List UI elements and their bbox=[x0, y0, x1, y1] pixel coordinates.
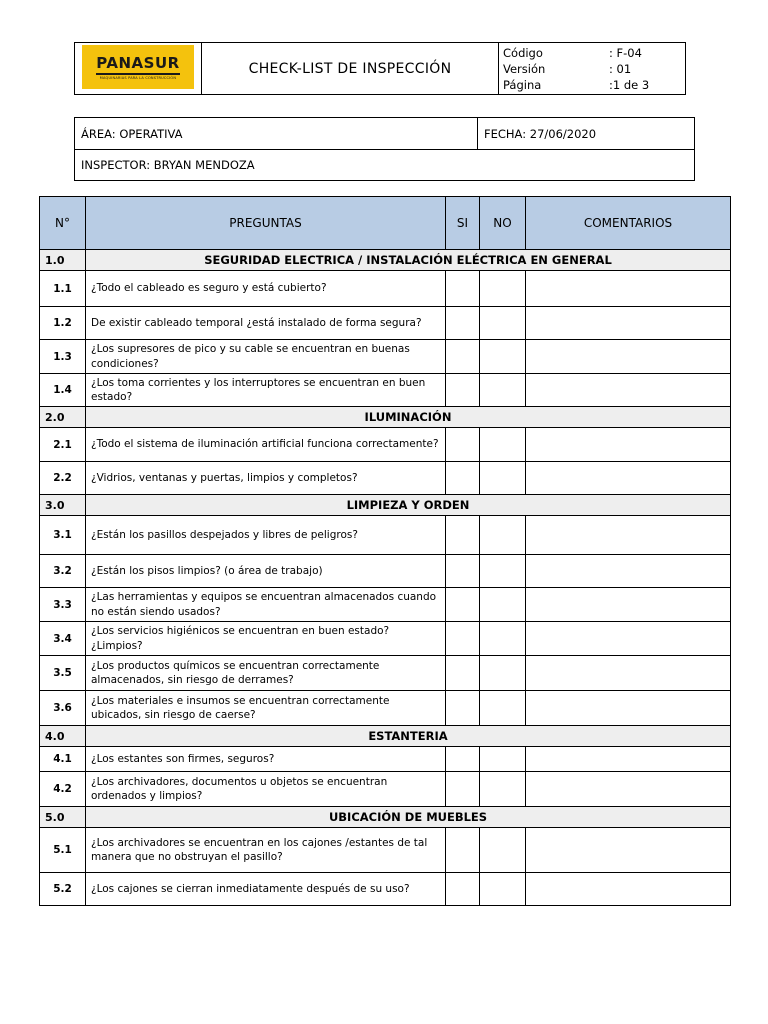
document-meta bbox=[499, 43, 686, 95]
question-number: 5.2 bbox=[40, 873, 86, 906]
logo-tagline: MAQUINARIAS PARA LA CONSTRUCCIÓN bbox=[99, 75, 177, 80]
col-header-questions: PREGUNTAS bbox=[86, 197, 446, 250]
question-number: 3.1 bbox=[40, 516, 86, 555]
answer-si-cell[interactable] bbox=[446, 747, 480, 772]
question-text: ¿Los cajones se cierran inmediatamente después de su uso? bbox=[86, 873, 446, 906]
question-row bbox=[40, 516, 731, 555]
question-text: ¿Están los pasillos despejados y libres de peligros? bbox=[86, 516, 446, 555]
comments-cell[interactable] bbox=[526, 873, 731, 906]
question-number: 3.5 bbox=[40, 656, 86, 691]
question-text: ¿Están los pisos limpios? (o área de trabajo) bbox=[86, 555, 446, 588]
answer-si-cell[interactable] bbox=[446, 656, 480, 691]
answer-no-cell[interactable] bbox=[480, 428, 526, 462]
inspection-info bbox=[74, 117, 695, 181]
question-number: 1.3 bbox=[40, 340, 86, 374]
question-number: 4.2 bbox=[40, 772, 86, 807]
question-text: ¿Los archivadores se encuentran en los cajones /estantes de tal manera que no obstruyan el pasillo? bbox=[86, 828, 446, 873]
meta-page-row bbox=[503, 77, 681, 93]
question-row bbox=[40, 656, 731, 691]
question-row bbox=[40, 691, 731, 726]
answer-no-cell[interactable] bbox=[480, 873, 526, 906]
comments-cell[interactable] bbox=[526, 588, 731, 622]
answer-no-cell[interactable] bbox=[480, 307, 526, 340]
column-header-row bbox=[40, 197, 731, 250]
answer-si-cell[interactable] bbox=[446, 428, 480, 462]
question-text: ¿Todo el sistema de iluminación artificial funciona correctamente? bbox=[86, 428, 446, 462]
checklist-body bbox=[40, 197, 731, 906]
question-row bbox=[40, 340, 731, 374]
section-title: ESTANTERIA bbox=[86, 726, 731, 747]
comments-cell[interactable] bbox=[526, 747, 731, 772]
section-title: SEGURIDAD ELECTRICA / INSTALACIÓN ELÉCTRICA EN GENERAL bbox=[86, 250, 731, 271]
comments-cell[interactable] bbox=[526, 622, 731, 656]
answer-si-cell[interactable] bbox=[446, 340, 480, 374]
answer-no-cell[interactable] bbox=[480, 691, 526, 726]
logo-word: PANASUR bbox=[96, 53, 180, 72]
section-number: 4.0 bbox=[40, 726, 86, 747]
comments-cell[interactable] bbox=[526, 516, 731, 555]
meta-version-label: Versión bbox=[503, 61, 546, 76]
answer-si-cell[interactable] bbox=[446, 374, 480, 407]
section-title: LIMPIEZA Y ORDEN bbox=[86, 495, 731, 516]
answer-si-cell[interactable] bbox=[446, 588, 480, 622]
comments-cell[interactable] bbox=[526, 462, 731, 495]
question-row bbox=[40, 374, 731, 407]
answer-no-cell[interactable] bbox=[480, 656, 526, 691]
document-title: CHECK-LIST DE INSPECCIÓN bbox=[202, 43, 499, 95]
question-text: ¿Los archivadores, documentos u objetos se encuentran ordenados y limpios? bbox=[86, 772, 446, 807]
comments-cell[interactable] bbox=[526, 374, 731, 407]
answer-no-cell[interactable] bbox=[480, 516, 526, 555]
question-text: ¿Las herramientas y equipos se encuentran almacenados cuando no están siendo usados? bbox=[86, 588, 446, 622]
section-number: 1.0 bbox=[40, 250, 86, 271]
logo-underline bbox=[96, 73, 180, 75]
comments-cell[interactable] bbox=[526, 691, 731, 726]
section-number: 5.0 bbox=[40, 807, 86, 828]
question-row bbox=[40, 828, 731, 873]
meta-code-row bbox=[503, 45, 681, 61]
answer-no-cell[interactable] bbox=[480, 622, 526, 656]
section-row bbox=[40, 250, 731, 271]
question-text: ¿Todo el cableado es seguro y está cubierto? bbox=[86, 271, 446, 307]
question-row bbox=[40, 873, 731, 906]
answer-si-cell[interactable] bbox=[446, 307, 480, 340]
inspector-field: INSPECTOR: BRYAN MENDOZA bbox=[75, 150, 695, 181]
answer-no-cell[interactable] bbox=[480, 462, 526, 495]
question-number: 3.4 bbox=[40, 622, 86, 656]
question-text: ¿Los servicios higiénicos se encuentran en buen estado? ¿Limpios? bbox=[86, 622, 446, 656]
question-row bbox=[40, 747, 731, 772]
col-header-no: NO bbox=[480, 197, 526, 250]
question-number: 2.2 bbox=[40, 462, 86, 495]
question-text: ¿Los toma corrientes y los interruptores se encuentran en buen estado? bbox=[86, 374, 446, 407]
question-number: 1.2 bbox=[40, 307, 86, 340]
question-row bbox=[40, 555, 731, 588]
answer-si-cell[interactable] bbox=[446, 828, 480, 873]
answer-no-cell[interactable] bbox=[480, 555, 526, 588]
answer-si-cell[interactable] bbox=[446, 873, 480, 906]
question-row bbox=[40, 622, 731, 656]
question-row bbox=[40, 462, 731, 495]
section-row bbox=[40, 807, 731, 828]
question-row bbox=[40, 428, 731, 462]
question-text: ¿Los supresores de pico y su cable se encuentran en buenas condiciones? bbox=[86, 340, 446, 374]
comments-cell[interactable] bbox=[526, 772, 731, 807]
question-row bbox=[40, 588, 731, 622]
answer-no-cell[interactable] bbox=[480, 828, 526, 873]
logo-cell bbox=[75, 43, 202, 95]
question-number: 3.6 bbox=[40, 691, 86, 726]
question-number: 3.3 bbox=[40, 588, 86, 622]
meta-code-value: : F-04 bbox=[609, 45, 642, 60]
answer-si-cell[interactable] bbox=[446, 555, 480, 588]
section-row bbox=[40, 726, 731, 747]
question-text: ¿Los estantes son firmes, seguros? bbox=[86, 747, 446, 772]
question-number: 2.1 bbox=[40, 428, 86, 462]
meta-code-label: Código bbox=[503, 45, 543, 60]
answer-si-cell[interactable] bbox=[446, 772, 480, 807]
area-field: ÁREA: OPERATIVA bbox=[75, 118, 478, 150]
meta-page-value: :1 de 3 bbox=[609, 77, 650, 92]
col-header-comments: COMENTARIOS bbox=[526, 197, 731, 250]
question-text: ¿Los materiales e insumos se encuentran correctamente ubicados, sin riesgo de caerse? bbox=[86, 691, 446, 726]
col-header-number: N° bbox=[40, 197, 86, 250]
section-number: 2.0 bbox=[40, 407, 86, 428]
meta-version-value: : 01 bbox=[609, 61, 632, 76]
question-number: 4.1 bbox=[40, 747, 86, 772]
question-number: 3.2 bbox=[40, 555, 86, 588]
comments-cell[interactable] bbox=[526, 307, 731, 340]
answer-si-cell[interactable] bbox=[446, 622, 480, 656]
answer-no-cell[interactable] bbox=[480, 772, 526, 807]
question-number: 1.4 bbox=[40, 374, 86, 407]
meta-page-label: Página bbox=[503, 77, 542, 92]
question-text: ¿Vidrios, ventanas y puertas, limpios y completos? bbox=[86, 462, 446, 495]
question-row bbox=[40, 271, 731, 307]
col-header-si: SI bbox=[446, 197, 480, 250]
section-row bbox=[40, 407, 731, 428]
answer-no-cell[interactable] bbox=[480, 271, 526, 307]
question-text: ¿Los productos químicos se encuentran correctamente almacenados, sin riesgo de derrames? bbox=[86, 656, 446, 691]
section-number: 3.0 bbox=[40, 495, 86, 516]
date-field: FECHA: 27/06/2020 bbox=[478, 118, 695, 150]
answer-si-cell[interactable] bbox=[446, 271, 480, 307]
question-number: 1.1 bbox=[40, 271, 86, 307]
answer-no-cell[interactable] bbox=[480, 747, 526, 772]
section-row bbox=[40, 495, 731, 516]
document-header bbox=[74, 42, 686, 95]
question-text: De existir cableado temporal ¿está instalado de forma segura? bbox=[86, 307, 446, 340]
comments-cell[interactable] bbox=[526, 828, 731, 873]
section-title: ILUMINACIÓN bbox=[86, 407, 731, 428]
question-row bbox=[40, 307, 731, 340]
comments-cell[interactable] bbox=[526, 340, 731, 374]
question-row bbox=[40, 772, 731, 807]
answer-no-cell[interactable] bbox=[480, 588, 526, 622]
comments-cell[interactable] bbox=[526, 555, 731, 588]
answer-si-cell[interactable] bbox=[446, 462, 480, 495]
company-logo bbox=[82, 45, 194, 89]
comments-cell[interactable] bbox=[526, 656, 731, 691]
comments-cell[interactable] bbox=[526, 428, 731, 462]
answer-no-cell[interactable] bbox=[480, 340, 526, 374]
checklist-table bbox=[39, 196, 731, 906]
comments-cell[interactable] bbox=[526, 271, 731, 307]
section-title: UBICACIÓN DE MUEBLES bbox=[86, 807, 731, 828]
answer-si-cell[interactable] bbox=[446, 691, 480, 726]
question-number: 5.1 bbox=[40, 828, 86, 873]
answer-no-cell[interactable] bbox=[480, 374, 526, 407]
meta-version-row bbox=[503, 61, 681, 77]
answer-si-cell[interactable] bbox=[446, 516, 480, 555]
